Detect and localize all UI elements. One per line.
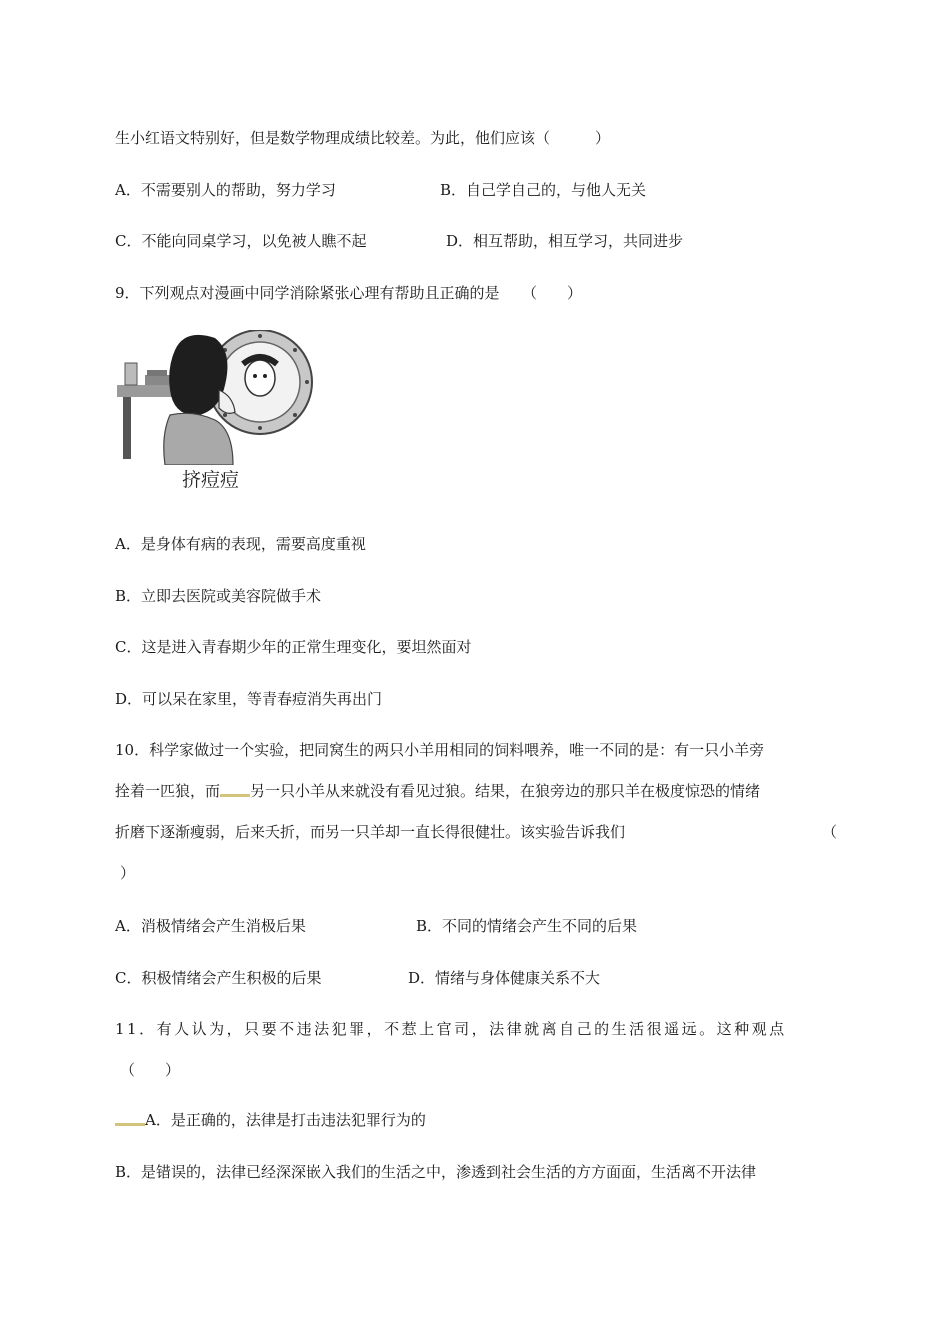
q10-option-d: D．情绪与身体健康关系不大 — [408, 969, 601, 987]
q10-stem-line-1: 10．科学家做过一个实验，把同窝生的两只小羊用相同的饲料喂养，唯一不同的是：有一只小羊旁 — [115, 741, 765, 759]
cartoon-illustration — [115, 330, 315, 465]
q8-option-a: A．不需要别人的帮助，努力学习 — [115, 181, 336, 199]
q10-stem-line-3-a: 折磨下逐渐瘦弱，后来夭折，而另一只羊却一直长得很健壮。该实验告诉我们 — [115, 823, 626, 841]
q11-option-a: A．是正确的，法律是打击违法犯罪行为的 — [145, 1111, 426, 1129]
q9-option-b: B．立即去医院或美容院做手术 — [115, 587, 322, 605]
q8-option-b: B．自己学自己的，与他人无关 — [440, 181, 647, 199]
q8-option-d: D．相互帮助，相互学习，共同进步 — [446, 232, 684, 250]
q10-stem-line-2-a: 拴着一匹狼，而 — [115, 782, 221, 800]
q10-option-b: B．不同的情绪会产生不同的后果 — [416, 917, 638, 935]
q9-option-c: C．这是进入青春期少年的正常生理变化，要坦然面对 — [115, 638, 472, 656]
q9-option-a: A．是身体有病的表现，需要高度重视 — [115, 535, 366, 553]
q11-option-b: B．是错误的，法律已经深深嵌入我们的生活之中，渗透到社会生活的方方面面，生活离不开法律 — [115, 1163, 757, 1181]
q10-stem-line-2 — [115, 781, 760, 801]
q11-option-a-row — [115, 1110, 426, 1130]
q10-stem-line-3-b: （ — [821, 823, 837, 841]
q9-option-d: D．可以呆在家里，等青春痘消失再出门 — [115, 690, 383, 708]
q11-answer-paren: （ ） — [120, 1061, 181, 1079]
q8-stem: 生小红语文特别好，但是数学物理成绩比较差。为此，他们应该（ ） — [115, 129, 611, 147]
highlight-mark — [220, 794, 250, 797]
q10-option-c: C．积极情绪会产生积极的后果 — [115, 969, 322, 987]
q8-option-c: C．不能向同桌学习，以免被人瞧不起 — [115, 232, 367, 250]
q10-answer-paren: ） — [120, 864, 136, 882]
q10-stem-line-3 — [115, 822, 837, 842]
cartoon-caption: 挤痘痘 — [182, 469, 240, 491]
q10-option-a: A．消极情绪会产生消极后果 — [115, 917, 306, 935]
highlight-mark — [115, 1123, 145, 1126]
q9-stem: 9．下列观点对漫画中同学消除紧张心理有帮助且正确的是 （ ） — [115, 284, 583, 302]
q11-stem-line-1: 11．有人认为，只要不违法犯罪，不惹上官司，法律就离自己的生活很遥远。这种观点 — [115, 1020, 787, 1038]
q10-stem-line-2-b: 另一只小羊从来就没有看见过狼。结果，在狼旁边的那只羊在极度惊恐的情绪 — [250, 782, 761, 800]
